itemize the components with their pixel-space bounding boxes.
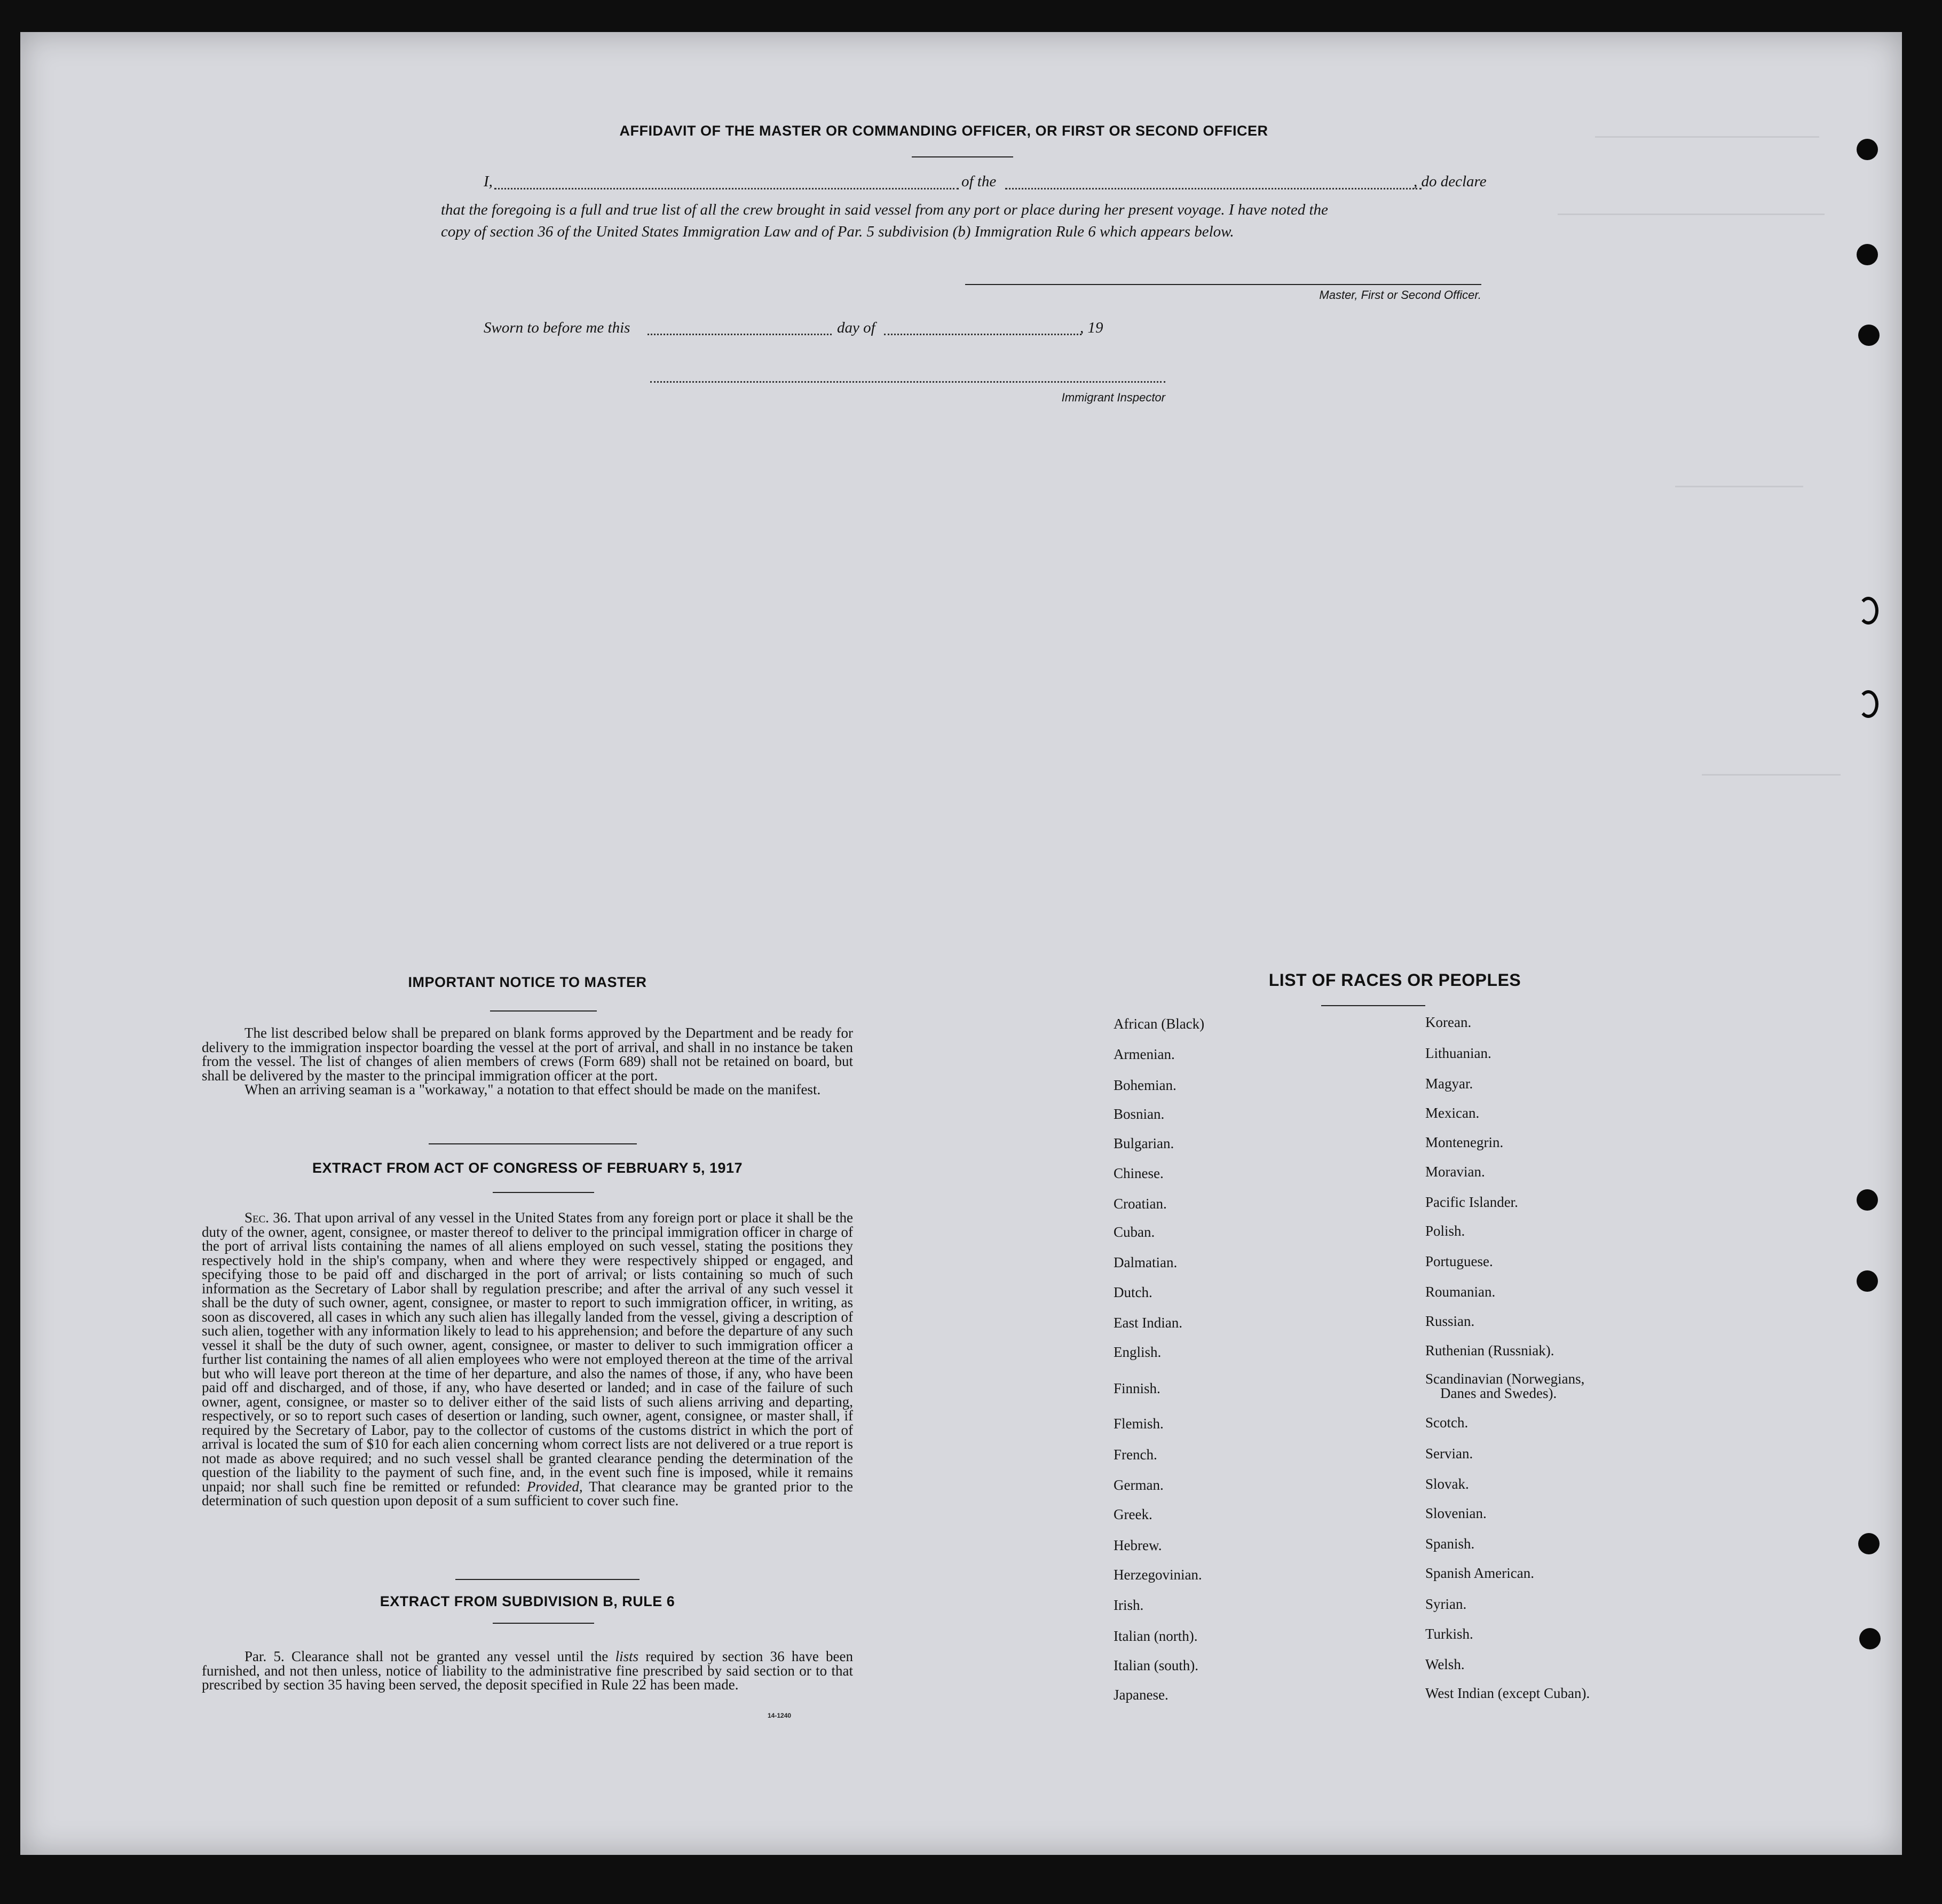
race-item: Lithuanian. [1425, 1045, 1491, 1061]
signature-label: Master, First or Second Officer. [1319, 288, 1481, 302]
race-item: Slovenian. [1425, 1505, 1487, 1521]
race-item-wrap: Danes and Swedes). [1440, 1385, 1557, 1401]
sworn-year: , 19 [1080, 319, 1103, 336]
race-item: Portuguese. [1425, 1253, 1493, 1269]
punch-hole [1858, 690, 1878, 718]
races-list [20, 32, 1902, 1855]
race-item: German. [1114, 1477, 1164, 1493]
race-item: Servian. [1425, 1445, 1473, 1461]
race-item: Greek. [1114, 1506, 1152, 1522]
race-item: Turkish. [1425, 1626, 1473, 1642]
notice-para-1: The list described below shall be prepared on blank forms approved by the Department and be ready for delivery to the immigration inspector boarding the vessel at the port of arrival, and shall in no instance be taken from the vessel. The list of changes of alien members of crews (Form 689) shall not be retained on board, but shall be delivered by the master to the principal immigration officer at the port. [202, 1025, 853, 1084]
punch-hole [1858, 1533, 1880, 1554]
race-item: Spanish American. [1425, 1565, 1534, 1581]
race-item: Chinese. [1114, 1165, 1164, 1181]
race-item: Moravian. [1425, 1164, 1485, 1180]
race-item: Herzegovinian. [1114, 1567, 1202, 1583]
race-item: Mexican. [1425, 1105, 1480, 1121]
punch-hole [1859, 1628, 1881, 1649]
form-number: 14-1240 [768, 1712, 792, 1719]
race-item: Slovak. [1425, 1476, 1469, 1492]
race-item: Bohemian. [1114, 1077, 1177, 1093]
section-label: Sec. 36. [244, 1210, 291, 1226]
sworn-text: Sworn to before me this [484, 319, 630, 336]
punch-hole [1858, 597, 1878, 625]
race-item: Pacific Islander. [1425, 1194, 1518, 1210]
race-item: Finnish. [1114, 1380, 1161, 1396]
sworn-day-of: day of [837, 319, 875, 336]
race-item: Hebrew. [1114, 1537, 1162, 1553]
lists-word: lists [615, 1648, 639, 1664]
race-item: Ruthenian (Russniak). [1425, 1342, 1554, 1358]
affidavit-heading: AFFIDAVIT OF THE MASTER OR COMMANDING OFFICER, OR FIRST OR SECOND OFFICER [619, 123, 1268, 139]
affidavit-declare: , do declare [1414, 173, 1487, 190]
race-item: West Indian (except Cuban). [1425, 1685, 1590, 1701]
race-item: Dalmatian. [1114, 1254, 1178, 1270]
punch-hole [1857, 1189, 1878, 1211]
race-item: Croatian. [1114, 1196, 1167, 1212]
inspector-label: Immigrant Inspector [1061, 391, 1165, 404]
affidavit-of-the: of the [961, 173, 997, 190]
rule-text-b: required by section 36 have been furnished, and not then unless, notice of liability to the administrative fine prescribed by said section or to that prescribed by section 35 having been served, the deposit specified in Rule 22 has been made. [202, 1648, 854, 1693]
race-item: Scotch. [1425, 1415, 1469, 1431]
affidavit-i: I, [484, 173, 493, 190]
race-item: Flemish. [1114, 1416, 1164, 1432]
affidavit-line2: that the foregoing is a full and true list of all the crew brought in said vessel from any port or place during her present voyage. I have noted the [441, 201, 1328, 218]
race-item: Korean. [1425, 1014, 1472, 1030]
punch-hole [1858, 325, 1880, 346]
race-item: Montenegrin. [1425, 1134, 1504, 1150]
race-item: Armenian. [1114, 1046, 1175, 1062]
race-item: Welsh. [1425, 1656, 1465, 1672]
race-item: Bosnian. [1114, 1106, 1165, 1122]
race-item: Spanish. [1425, 1536, 1475, 1552]
race-item: Italian (north). [1114, 1628, 1198, 1644]
race-item: Japanese. [1114, 1687, 1169, 1703]
punch-hole [1857, 244, 1878, 265]
race-item: Irish. [1114, 1597, 1144, 1613]
race-item: Magyar. [1425, 1076, 1473, 1092]
provided-word: Provided, [526, 1478, 583, 1495]
race-item: Polish. [1425, 1223, 1465, 1239]
rule-text-a: Par. 5. Clearance shall not be granted any vessel until the [244, 1648, 609, 1664]
rule-heading: EXTRACT FROM SUBDIVISION B, RULE 6 [380, 1593, 675, 1609]
race-item: English. [1114, 1344, 1162, 1360]
race-item: East Indian. [1114, 1315, 1182, 1331]
race-item: Scandinavian (Norwegians, [1425, 1371, 1585, 1387]
act-text-end: That clearance may be granted prior to the determination of such question upon deposit of a sum sufficient to cover such fine. [202, 1478, 854, 1508]
act-heading: EXTRACT FROM ACT OF CONGRESS OF FEBRUARY 5, 1917 [312, 1160, 743, 1176]
race-item: Dutch. [1114, 1284, 1152, 1300]
race-item: Syrian. [1425, 1596, 1467, 1612]
affidavit-line3: copy of section 36 of the United States Immigration Law and of Par. 5 subdivision (b) Immigration Rule 6 which appears below. [441, 223, 1234, 240]
act-text: That upon arrival of any vessel in the United States from any foreign port or place it shall be the duty of the owner, agent, consignee, or master thereof to deliver to the principal immigration officer in charge of the port of arrival lists containing the names of all aliens employed on such vessel, stating the positions they respectively hold in the ship's company, when and where they were respectively shipped or engaged, and specifying those to be paid off and discharged in the port of arrival; or lists containing so much of such information as the Secretary of Labor shall by regulation prescribe; and after the arrival of any such vessel it shall be the duty of such owner, agent, consignee, or master to report to such immigration officer, in writing, as soon as discovered, all cases in which any such alien has illegally landed from the vessel, giving a description of such alien, together with any information likely to lead to his apprehension; and before the departure of any such vessel it shall be the duty of such owner, agent, consignee, or master to deliver to such immigration officer a further list containing the names of all alien employees who were not employed thereon at the time of the arrival but who will leave port thereon at the time of her departure, and also the names of those, if any, who have been paid off and discharged, and of those, if any, who have deserted or landed; and in case of the failure of such owner, agent, consignee, or master so to deliver either of the said lists of such aliens arriving and departing, respectively, or so to report such cases of desertion or landing, such owner, agent, consignee, or master shall, if required by the Secretary of Labor, pay to the collector of customs of the customs district in which the port of arrival is located the sum of $10 for each alien concerning whom correct lists are not delivered or a true report is not made as above required; and no such vessel shall be granted clearance pending the determination of the question of the liability to the payment of such fine, and, in the event such fine is imposed, while it remains unpaid; nor shall such fine be remitted or refunded: [202, 1210, 854, 1495]
notice-para-2: When an arriving seaman is a "workaway," a notation to that effect should be made on the manifest. [244, 1081, 821, 1097]
punch-hole [1857, 139, 1878, 160]
race-item: French. [1114, 1447, 1157, 1463]
form-sheet [20, 32, 1902, 1855]
race-item: Roumanian. [1425, 1284, 1496, 1300]
punch-hole [1857, 1270, 1878, 1292]
race-item: African (Black) [1114, 1016, 1205, 1032]
notice-heading: IMPORTANT NOTICE TO MASTER [408, 974, 647, 990]
race-item: Cuban. [1114, 1224, 1155, 1240]
race-item: Bulgarian. [1114, 1135, 1174, 1151]
race-item: Italian (south). [1114, 1657, 1198, 1673]
race-item: Russian. [1425, 1313, 1475, 1329]
races-heading: LIST OF RACES OR PEOPLES [1268, 970, 1521, 990]
